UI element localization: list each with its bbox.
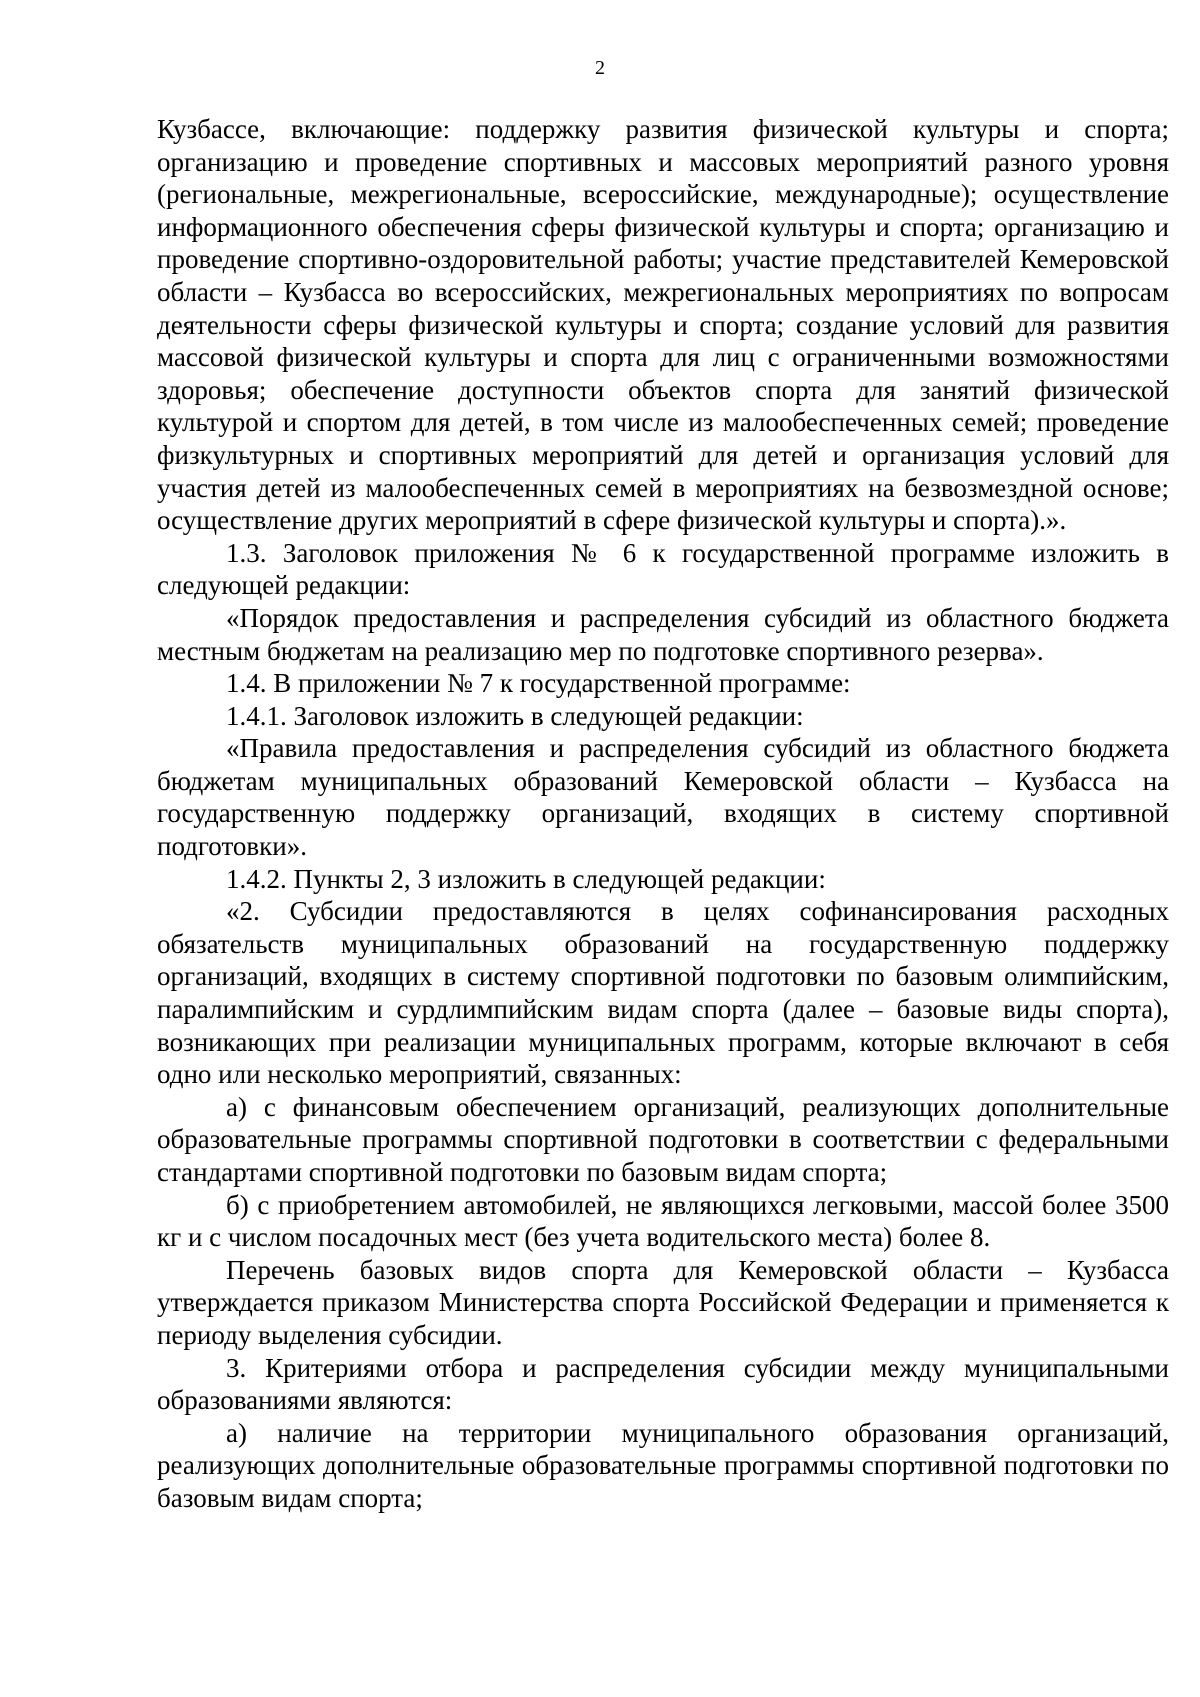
paragraph: а) наличие на территории муниципального образования организаций, реализующих дополнительные образовательные программы спортивной подготовки по базовым видам спорта;	[157, 1417, 1169, 1513]
paragraph: «2. Субсидии предоставляются в целях софинансирования расходных обязательств муниципальных образований на государственную поддержку организаций, входящих в систему спортивной подготовки по базовым олимпийским, паралимпийским и сурдлимпийским видам спорта (далее – базовые виды спорта), возникающих при реализации муниципальных программ, которые включают в себя одно или несколько мероприятий, связанных:	[157, 896, 1169, 1090]
paragraph: б) с приобретением автомобилей, не являющихся легковыми, массой более 3500 кг и с числом посадочных мест (без учета водительского места) более 8.	[157, 1189, 1169, 1253]
paragraph: 1.3. Заголовок приложения № 6 к государственной программе изложить в следующей редакции:	[157, 537, 1169, 601]
paragraph: а) с финансовым обеспечением организаций, реализующих дополнительные образовательные программы спортивной подготовки в соответствии с федеральными стандартами спортивной подготовки по базовым видам спорта;	[157, 1091, 1169, 1187]
paragraph: 1.4.2. Пункты 2, 3 изложить в следующей редакции:	[226, 863, 826, 894]
document-body	[157, 113, 1169, 1515]
paragraph: Кузбассе, включающие: поддержку развития физической культуры и спорта; организацию и проведение спортивных и массовых мероприятий разного уровня (региональные, межрегиональные, всероссийские, международные); осуществление информационного обеспечения сферы физической культуры и спорта; организацию и проведение спортивно-оздоровительной работы; участие представителей Кемеровской области – Кузбасса во всероссийских, межрегиональных мероприятиях по вопросам деятельности сферы физической культуры и спорта; создание условий для развития массовой физической культуры и спорта для лиц с ограниченными возможностями здоровья; обеспечение доступности объектов спорта для занятий физической культурой и спортом для детей, в том числе из малообеспеченных семей; проведение физкультурных и спортивных мероприятий для детей и организация условий для участия детей из малообеспеченных семей в мероприятиях на безвозмездной основе; осуществление других мероприятий в сфере физической культуры и спорта).».	[157, 114, 1169, 536]
paragraph: 1.4.1. Заголовок изложить в следующей редакции:	[226, 700, 804, 731]
paragraph: Перечень базовых видов спорта для Кемеровской области – Кузбасса утверждается приказом Министерства спорта Российской Федерации и применяется к периоду выделения субсидии.	[157, 1254, 1169, 1350]
paragraph: 3. Критериями отбора и распределения субсидии между муниципальными образованиями являются:	[157, 1352, 1169, 1416]
paragraph: «Порядок предоставления и распределения субсидий из областного бюджета местным бюджетам на реализацию мер по подготовке спортивного резерва».	[157, 602, 1169, 666]
page-number: 2	[595, 57, 605, 79]
paragraph: «Правила предоставления и распределения субсидий из областного бюджета бюджетам муниципальных образований Кемеровской области – Кузбасса на государственную поддержку организаций, входящих в систему спортивной подготовки».	[157, 733, 1169, 862]
paragraph: 1.4. В приложении № 7 к государственной программе:	[226, 668, 851, 699]
